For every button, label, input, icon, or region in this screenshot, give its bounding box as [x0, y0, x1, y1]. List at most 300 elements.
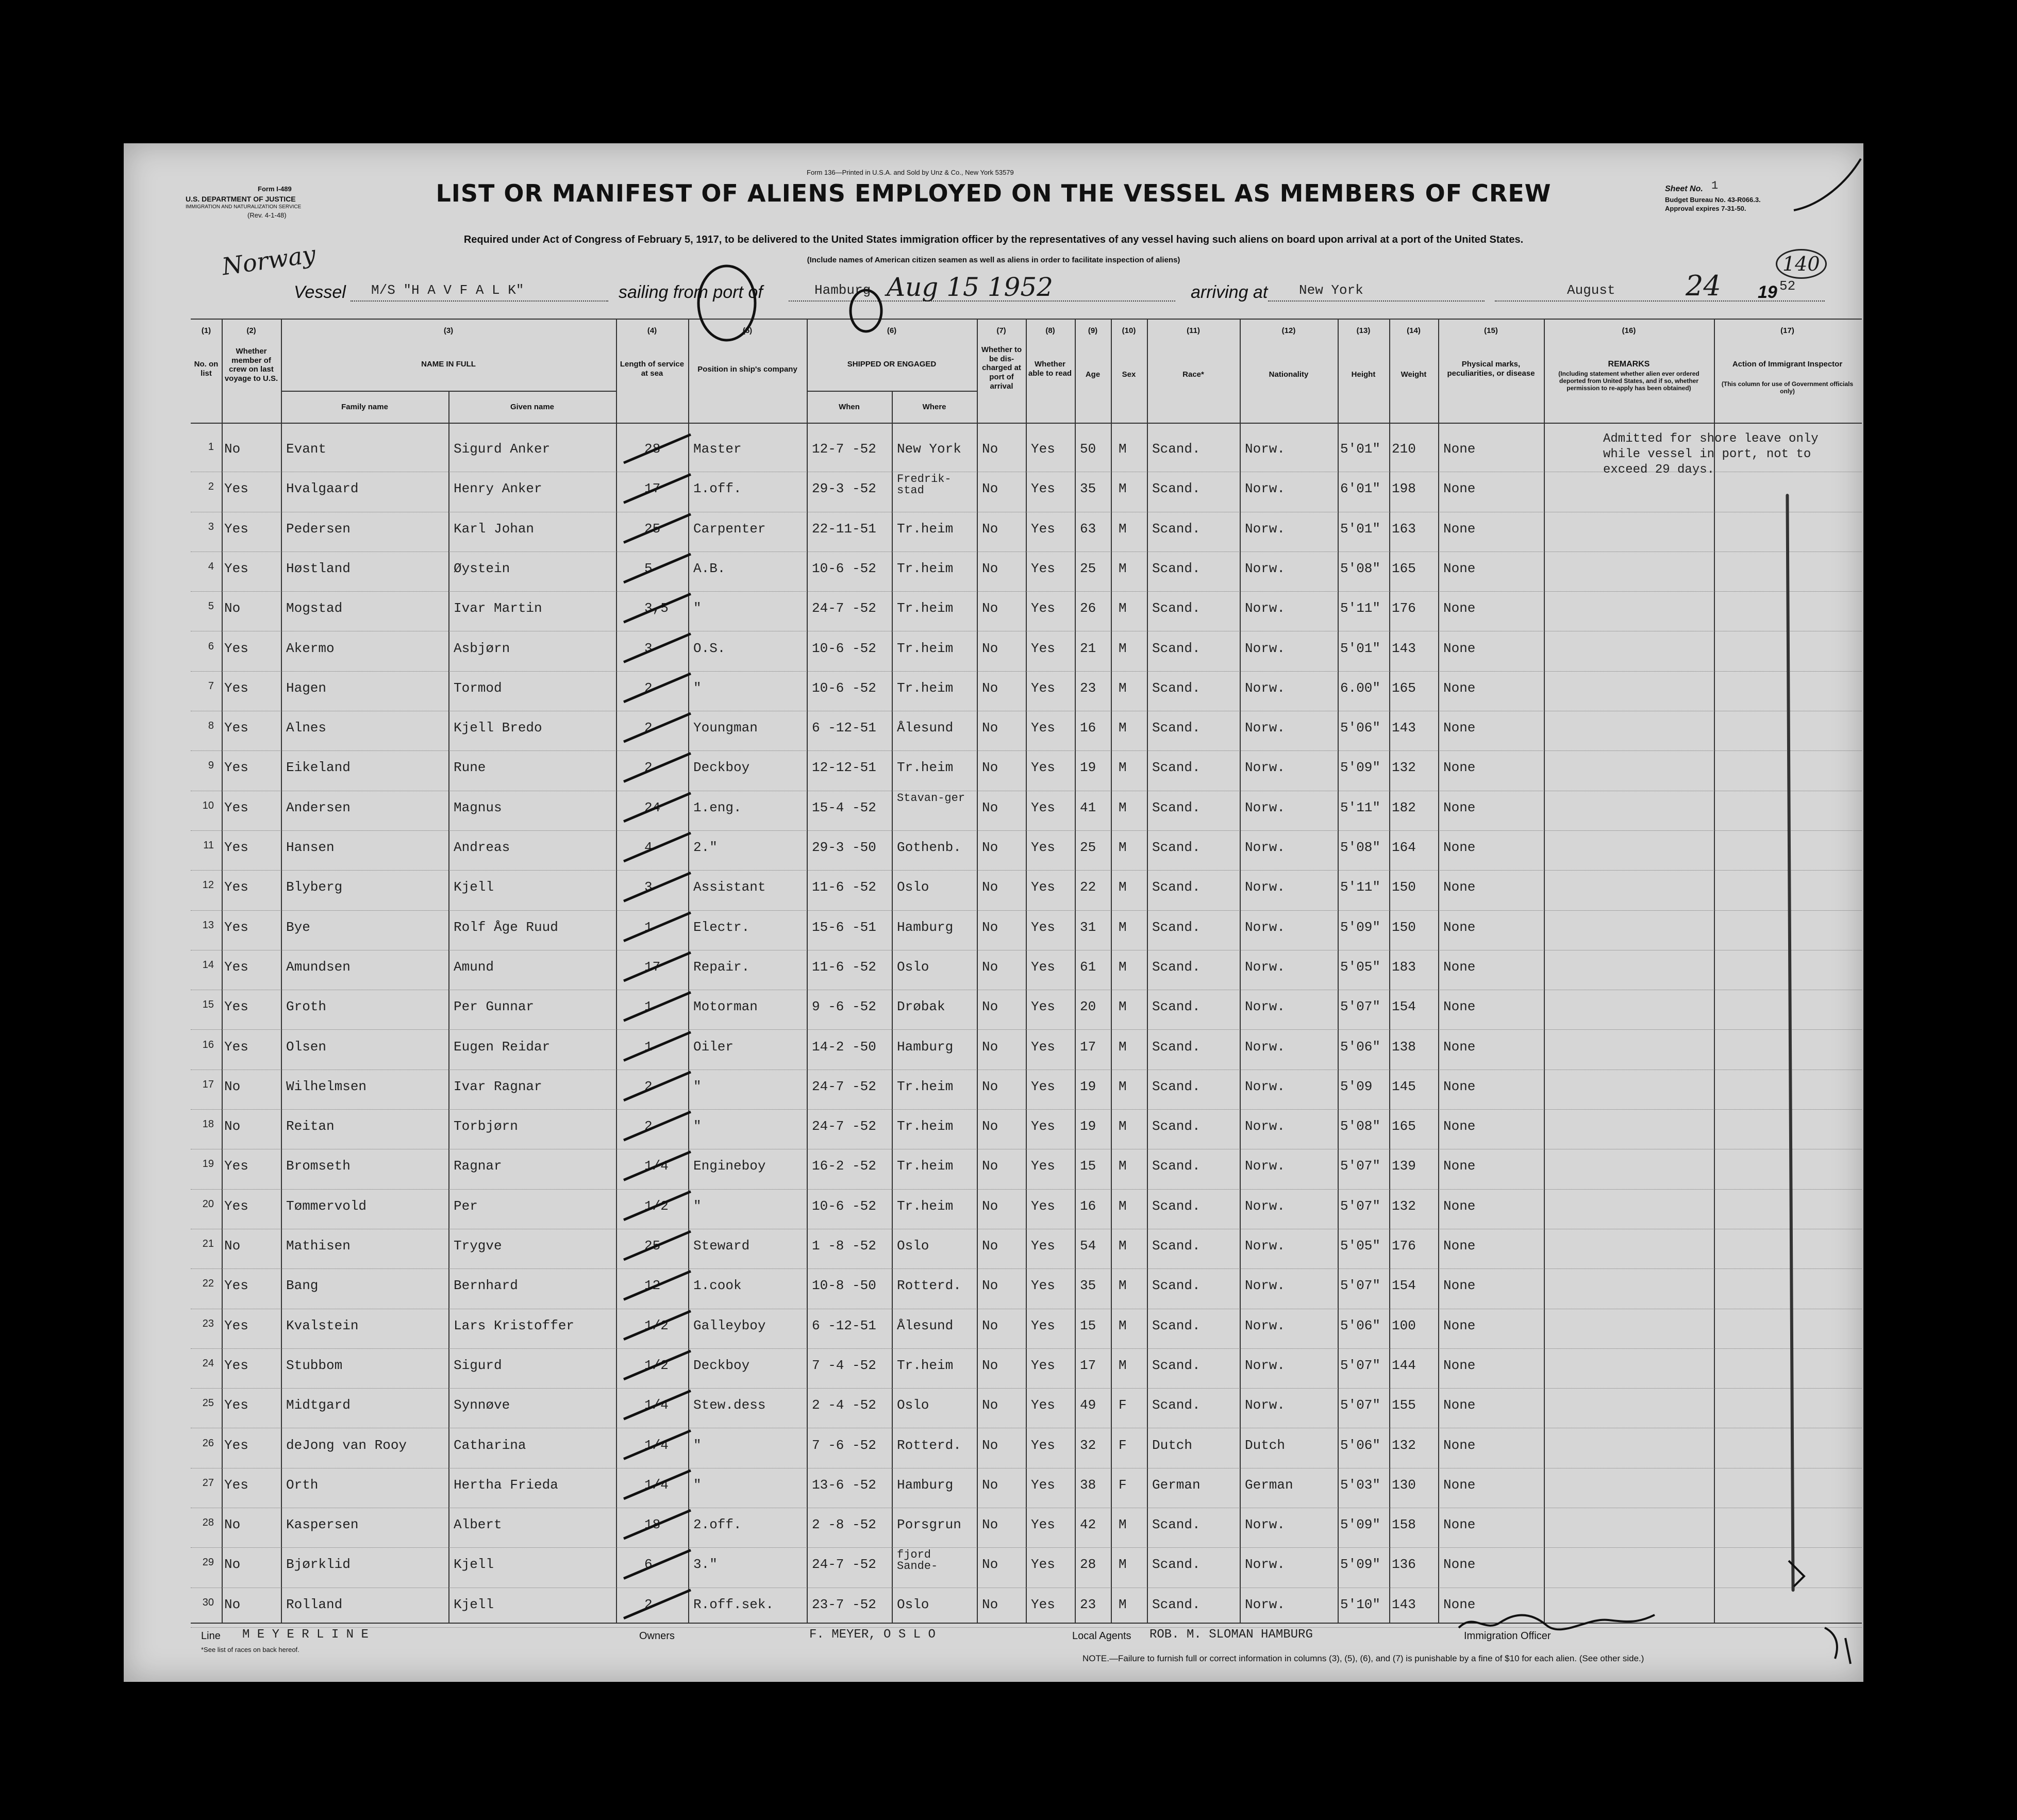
cell-service: 3,5 [644, 600, 669, 616]
cell-last: Yes [224, 1278, 248, 1294]
cell-sex: M [1119, 959, 1127, 975]
cell-weight: 143 [1392, 720, 1416, 736]
pencil-tick [624, 1112, 691, 1140]
vessel-line [351, 300, 608, 302]
cell-position: Repair. [693, 959, 750, 975]
cell-sex: M [1119, 879, 1127, 895]
cell-race: Scand. [1152, 680, 1201, 696]
cell-given: Øystein [454, 560, 510, 576]
cell-where: Oslo [897, 1238, 929, 1254]
cell-disch: No [982, 1437, 998, 1453]
port-to: New York [1299, 282, 1363, 298]
pencil-tick [624, 793, 691, 822]
subnote: (Include names of American citizen seamen as well as aliens in order to facilitate inspection of aliens) [807, 256, 1180, 264]
cell-age: 35 [1080, 1278, 1096, 1294]
cell-family: Wilhelmsen [286, 1078, 367, 1094]
cell-sex: M [1119, 481, 1127, 497]
cell-when: 7 -6 -52 [812, 1437, 876, 1453]
cell-nat: Norw. [1245, 1517, 1286, 1533]
cell-read: Yes [1031, 441, 1055, 457]
cell-sex: M [1119, 720, 1127, 736]
col-head-position: Position in ship's company [697, 365, 797, 374]
budget-bureau: Budget Bureau No. 43-R066.3. [1665, 196, 1761, 204]
cell-read: Yes [1031, 1477, 1055, 1493]
cell-position: Galleyboy [693, 1317, 766, 1333]
col-num-2: (2) [246, 326, 256, 335]
cell-given: Amund [454, 959, 494, 975]
arriving-line [1268, 300, 1485, 302]
arrive-month: August [1567, 282, 1615, 298]
cell-position: 1.cook [693, 1278, 742, 1294]
cell-no: 9 [208, 760, 214, 772]
cell-family: deJong van Rooy [286, 1437, 407, 1453]
cell-age: 16 [1080, 1198, 1096, 1214]
cell-nat: Norw. [1245, 959, 1286, 975]
cell-height: 5'08" [1340, 1118, 1381, 1134]
cell-nat: Norw. [1245, 560, 1286, 576]
cell-disch: No [982, 1118, 998, 1134]
cell-sex: M [1119, 1078, 1127, 1094]
cell-no: 28 [202, 1517, 214, 1529]
cell-height: 6'01" [1340, 481, 1381, 497]
cell-last: Yes [224, 720, 248, 736]
cell-where: Tr.heim [897, 1357, 954, 1373]
cell-where: Tr.heim [897, 560, 954, 576]
cell-marks: None [1443, 1517, 1476, 1533]
cell-sex: M [1119, 680, 1127, 696]
cell-race: Scand. [1152, 879, 1201, 895]
cell-weight: 165 [1392, 680, 1416, 696]
cell-when: 9 -6 -52 [812, 999, 876, 1015]
cell-age: 19 [1080, 1118, 1096, 1134]
cell-given: Henry Anker [454, 481, 542, 497]
cell-given: Tormod [454, 680, 502, 696]
cell-position: R.off.sek. [693, 1596, 774, 1612]
cell-nat: Dutch [1245, 1437, 1286, 1453]
pencil-tick [624, 1550, 691, 1578]
cell-marks: None [1443, 919, 1476, 935]
cell-race: Scand. [1152, 1118, 1201, 1134]
cell-position: Deckboy [693, 760, 750, 776]
cell-position: " [693, 680, 702, 696]
cell-last: Yes [224, 1437, 248, 1453]
cell-sex: F [1119, 1397, 1127, 1413]
cell-no: 15 [202, 999, 214, 1011]
cell-given: Per Gunnar [454, 999, 535, 1015]
cell-weight: 198 [1392, 481, 1416, 497]
cell-given: Lars Kristoffer [454, 1317, 575, 1333]
cell-no: 23 [202, 1317, 214, 1329]
cell-height: 6.00" [1340, 680, 1381, 696]
cell-nat: Norw. [1245, 521, 1286, 537]
owners-value: F. MEYER, O S L O [809, 1628, 936, 1642]
cell-nat: Norw. [1245, 1118, 1286, 1134]
cell-last: Yes [224, 1357, 248, 1373]
cell-where: Hamburg [897, 1477, 954, 1493]
cell-disch: No [982, 1477, 998, 1493]
cell-sex: M [1119, 999, 1127, 1015]
cell-family: Amundsen [286, 959, 351, 975]
cell-disch: No [982, 680, 998, 696]
cell-no: 25 [202, 1397, 214, 1409]
cell-race: Dutch [1152, 1437, 1193, 1453]
pencil-tick [624, 1271, 691, 1299]
cell-age: 17 [1080, 1039, 1096, 1055]
cell-age: 25 [1080, 560, 1096, 576]
cell-when: 11-6 -52 [812, 879, 876, 895]
cell-last: Yes [224, 481, 248, 497]
cell-marks: None [1443, 1078, 1476, 1094]
cell-age: 41 [1080, 799, 1096, 815]
cell-marks: None [1443, 481, 1476, 497]
sail-date-handwritten: Aug 15 1952 [887, 272, 1053, 302]
cell-weight: 138 [1392, 1039, 1416, 1055]
cell-family: Høstland [286, 560, 351, 576]
cell-sex: M [1119, 600, 1127, 616]
cell-where: Oslo [897, 1397, 929, 1413]
cell-height: 5'06" [1340, 1437, 1381, 1453]
cell-read: Yes [1031, 919, 1055, 935]
cell-marks: None [1443, 1397, 1476, 1413]
cell-where: Tr.heim [897, 640, 954, 656]
cell-last: No [224, 1078, 241, 1094]
year-prefix: 19 [1758, 282, 1777, 302]
cell-read: Yes [1031, 959, 1055, 975]
pencil-tick [624, 833, 691, 861]
cell-no: 29 [202, 1557, 214, 1568]
col-num-12: (12) [1281, 326, 1296, 335]
cell-family: Evant [286, 441, 327, 457]
circled-marks [691, 262, 907, 349]
cell-marks: None [1443, 1198, 1476, 1214]
pencil-tick [624, 1072, 691, 1100]
cell-given: Rune [454, 760, 486, 776]
cell-weight: 150 [1392, 919, 1416, 935]
cell-no: 21 [202, 1238, 214, 1249]
cell-age: 21 [1080, 640, 1096, 656]
cell-nat: Norw. [1245, 680, 1286, 696]
cell-disch: No [982, 1238, 998, 1254]
cell-disch: No [982, 640, 998, 656]
cell-family: Rolland [286, 1596, 343, 1612]
pencil-tick [624, 435, 691, 463]
pencil-tick [624, 1431, 691, 1459]
cell-disch: No [982, 560, 998, 576]
cell-service: 24 [644, 799, 661, 815]
cell-marks: None [1443, 720, 1476, 736]
cell-sex: M [1119, 1317, 1127, 1333]
cell-family: Groth [286, 999, 327, 1015]
cell-where: Tr.heim [897, 1118, 954, 1134]
cell-given: Rolf Åge Ruud [454, 919, 558, 935]
col-head-no: No. on list [194, 360, 219, 378]
cell-race: Scand. [1152, 560, 1201, 576]
cell-last: Yes [224, 1397, 248, 1413]
cell-where: Ålesund [897, 1317, 954, 1333]
cell-age: 63 [1080, 521, 1096, 537]
cell-given: Albert [454, 1517, 502, 1533]
cell-last: Yes [224, 840, 248, 855]
cell-race: Scand. [1152, 1517, 1201, 1533]
cell-position: Youngman [693, 720, 758, 736]
cell-weight: 132 [1392, 1198, 1416, 1214]
cell-read: Yes [1031, 1078, 1055, 1094]
cell-sex: M [1119, 521, 1127, 537]
cell-age: 15 [1080, 1158, 1096, 1174]
cell-given: Hertha Frieda [454, 1477, 558, 1493]
cell-no: 10 [202, 799, 214, 811]
cell-disch: No [982, 1317, 998, 1333]
cell-no: 16 [202, 1039, 214, 1050]
sailing-label: sailing from port of [619, 282, 763, 302]
col-num-9: (9) [1088, 326, 1098, 335]
cell-height: 5'09" [1340, 1557, 1381, 1573]
cell-read: Yes [1031, 1557, 1055, 1573]
cell-weight: 165 [1392, 560, 1416, 576]
col-num-4: (4) [647, 326, 657, 335]
col-num-17: (17) [1780, 326, 1794, 335]
cell-marks: None [1443, 799, 1476, 815]
cell-nat: Norw. [1245, 441, 1286, 457]
cell-last: No [224, 1517, 241, 1533]
col-head-when: When [839, 403, 860, 411]
cell-weight: 210 [1392, 441, 1416, 457]
form-id: Form I-489 [258, 185, 292, 193]
cell-marks: None [1443, 560, 1476, 576]
cell-height: 5'07" [1340, 1158, 1381, 1174]
cell-position: A.B. [693, 560, 726, 576]
cell-last: Yes [224, 760, 248, 776]
cell-nat: Norw. [1245, 1158, 1286, 1174]
cell-sex: M [1119, 1118, 1127, 1134]
cell-when: 6 -12-51 [812, 1317, 876, 1333]
pencil-tick [624, 953, 691, 981]
pencil-tick [624, 913, 691, 941]
cell-last: Yes [224, 1039, 248, 1055]
page-title: LIST OR MANIFEST OF ALIENS EMPLOYED ON THE VESSEL AS MEMBERS OF CREW [436, 179, 1552, 207]
col-num-13: (13) [1356, 326, 1371, 335]
cell-position: Engineboy [693, 1158, 766, 1174]
cell-read: Yes [1031, 1317, 1055, 1333]
cell-race: Scand. [1152, 521, 1201, 537]
cell-no: 3 [208, 521, 214, 532]
cell-age: 61 [1080, 959, 1096, 975]
col-head-inspector: Action of Immigrant Inspector [1732, 360, 1843, 369]
cell-marks: None [1443, 680, 1476, 696]
cell-disch: No [982, 1039, 998, 1055]
col-head-inspector-note: (This column for use of Government officials only) [1721, 380, 1854, 395]
cell-disch: No [982, 959, 998, 975]
cell-sex: F [1119, 1477, 1127, 1493]
cell-sex: F [1119, 1437, 1127, 1453]
col-num-14: (14) [1407, 326, 1421, 335]
cell-weight: 154 [1392, 999, 1416, 1015]
cell-read: Yes [1031, 1278, 1055, 1294]
cell-no: 19 [202, 1158, 214, 1170]
cell-nat: German [1245, 1477, 1293, 1493]
officer-label: Immigration Officer [1464, 1630, 1551, 1642]
cell-height: 5'05" [1340, 959, 1381, 975]
cell-disch: No [982, 1198, 998, 1214]
cell-position: Carpenter [693, 521, 766, 537]
cell-marks: None [1443, 1437, 1476, 1453]
cell-position: Assistant [693, 879, 766, 895]
pencil-tick [624, 634, 691, 662]
cell-last: Yes [224, 1317, 248, 1333]
cell-nat: Norw. [1245, 799, 1286, 815]
cell-height: 5'09" [1340, 1517, 1381, 1533]
cell-nat: Norw. [1245, 1397, 1286, 1413]
cell-sex: M [1119, 1198, 1127, 1214]
cell-when: 10-6 -52 [812, 1198, 876, 1214]
cell-read: Yes [1031, 600, 1055, 616]
cell-when: 23-7 -52 [812, 1596, 876, 1612]
cell-last: Yes [224, 521, 248, 537]
cell-height: 5'09 [1340, 1078, 1373, 1094]
cell-weight: 130 [1392, 1477, 1416, 1493]
cell-where: Gothenb. [897, 840, 961, 855]
cell-height: 5'06" [1340, 720, 1381, 736]
cell-height: 5'07" [1340, 1357, 1381, 1373]
cell-service: 5 [644, 560, 653, 576]
cell-when: 13-6 -52 [812, 1477, 876, 1493]
cell-sex: M [1119, 1357, 1127, 1373]
cell-service: 2 [644, 720, 653, 736]
cell-height: 5'01" [1340, 521, 1381, 537]
cell-family: Pedersen [286, 521, 351, 537]
cell-given: Asbjørn [454, 640, 510, 656]
cell-weight: 165 [1392, 1118, 1416, 1134]
cell-when: 16-2 -52 [812, 1158, 876, 1174]
cell-marks: None [1443, 441, 1476, 457]
cell-disch: No [982, 760, 998, 776]
cell-height: 5'08" [1340, 560, 1381, 576]
cell-no: 30 [202, 1596, 214, 1608]
cell-read: Yes [1031, 1517, 1055, 1533]
cell-weight: 139 [1392, 1158, 1416, 1174]
cell-disch: No [982, 481, 998, 497]
cell-race: Scand. [1152, 919, 1201, 935]
pencil-tick [624, 1032, 691, 1061]
col-head-last-voyage: Whether member of crew on last voyage to U.S. [224, 347, 278, 383]
cell-disch: No [982, 1397, 998, 1413]
cell-sex: M [1119, 1557, 1127, 1573]
cell-marks: None [1443, 1477, 1476, 1493]
cell-given: Sigurd Anker [454, 441, 551, 457]
cell-marks: None [1443, 1357, 1476, 1373]
port-from: Hamburg [814, 282, 871, 298]
cell-weight: 132 [1392, 760, 1416, 776]
cell-height: 5'07" [1340, 1397, 1381, 1413]
cell-when: 11-6 -52 [812, 959, 876, 975]
cell-race: Scand. [1152, 1039, 1201, 1055]
cell-family: Mogstad [286, 600, 343, 616]
cell-weight: 176 [1392, 600, 1416, 616]
cell-race: Scand. [1152, 1557, 1201, 1573]
cell-position: 3." [693, 1557, 718, 1573]
revision: (Rev. 4-1-48) [247, 211, 287, 219]
cell-last: Yes [224, 1477, 248, 1493]
cell-sex: M [1119, 840, 1127, 855]
cell-where: Oslo [897, 959, 929, 975]
cell-service: 1/2 [644, 1198, 669, 1214]
pencil-tick [624, 514, 691, 543]
cell-height: 5'06" [1340, 1317, 1381, 1333]
cell-race: German [1152, 1477, 1201, 1493]
cell-position: " [693, 1437, 702, 1453]
cell-sex: M [1119, 799, 1127, 815]
cell-position: 1.eng. [693, 799, 742, 815]
cell-when: 6 -12-51 [812, 720, 876, 736]
cell-when: 24-7 -52 [812, 1557, 876, 1573]
cell-last: Yes [224, 1158, 248, 1174]
pencil-tick [624, 713, 691, 742]
cell-where: Tr.heim [897, 521, 954, 537]
cell-given: Synnøve [454, 1397, 510, 1413]
cell-service: 1/4 [644, 1477, 669, 1493]
approval-expiry: Approval expires 7-31-50. [1665, 205, 1746, 212]
cell-where: Oslo [897, 879, 929, 895]
cell-service: 1 [644, 919, 653, 935]
sheet-label: Sheet No. [1665, 185, 1703, 193]
cell-family: Reitan [286, 1118, 335, 1134]
cell-where: Tr.heim [897, 600, 954, 616]
cell-position: Motorman [693, 999, 758, 1015]
cell-given: Bernhard [454, 1278, 518, 1294]
col-head-family: Family name [341, 403, 388, 411]
cell-last: Yes [224, 919, 248, 935]
cell-last: Yes [224, 799, 248, 815]
cell-weight: 150 [1392, 879, 1416, 895]
cell-position: " [693, 1477, 702, 1493]
cell-read: Yes [1031, 680, 1055, 696]
cell-service: 6 [644, 1557, 653, 1573]
cell-marks: None [1443, 640, 1476, 656]
cell-no: 7 [208, 680, 214, 692]
cell-race: Scand. [1152, 1198, 1201, 1214]
sheet-number: 1 [1711, 179, 1719, 192]
cell-when: 1 -8 -52 [812, 1238, 876, 1254]
cell-where: Fredrik-stad [897, 474, 952, 497]
cell-sex: M [1119, 760, 1127, 776]
cell-read: Yes [1031, 840, 1055, 855]
cell-where: Stavan-ger [897, 792, 965, 804]
owners-label: Owners [639, 1630, 675, 1642]
cell-race: Scand. [1152, 799, 1201, 815]
col-head-given: Given name [510, 403, 555, 411]
col-head-weight: Weight [1401, 370, 1427, 379]
cell-disch: No [982, 1517, 998, 1533]
initials-scribble [1773, 1545, 1861, 1674]
cell-service: 1 [644, 999, 653, 1015]
cell-marks: None [1443, 840, 1476, 855]
cell-service: 25 [644, 1238, 661, 1254]
cell-weight: 183 [1392, 959, 1416, 975]
cell-age: 25 [1080, 840, 1096, 855]
cell-height: 5'11" [1340, 600, 1381, 616]
races-note: *See list of races on back hereof. [201, 1646, 299, 1654]
cell-given: Eugen Reidar [454, 1039, 551, 1055]
cell-read: Yes [1031, 1357, 1055, 1373]
pencil-tick [624, 1590, 691, 1618]
cell-family: Blyberg [286, 879, 343, 895]
cell-age: 23 [1080, 1596, 1096, 1612]
cell-age: 38 [1080, 1477, 1096, 1493]
cell-when: 29-3 -50 [812, 840, 876, 855]
cell-service: 2 [644, 1596, 653, 1612]
cell-when: 12-7 -52 [812, 441, 876, 457]
cell-given: Ivar Ragnar [454, 1078, 542, 1094]
